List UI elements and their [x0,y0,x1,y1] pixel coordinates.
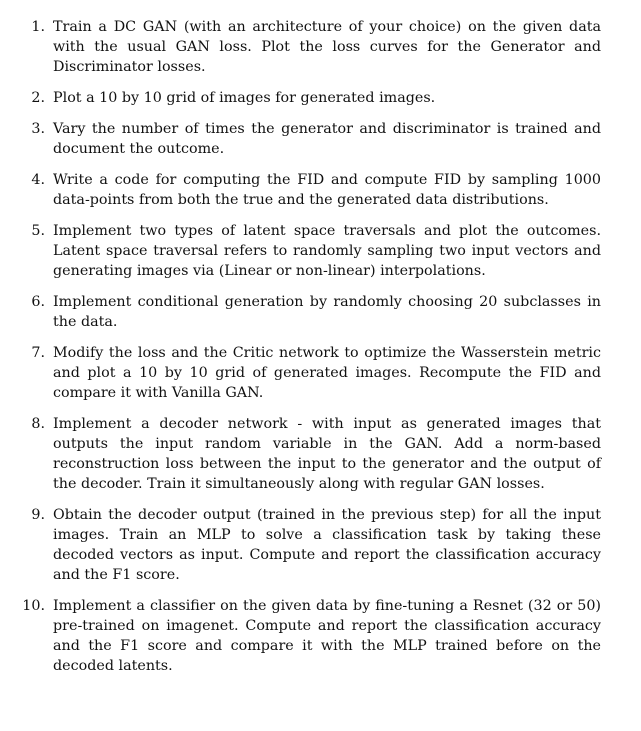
task-text: Implement conditional generation by randomly choosing 20 subclasses in the data. [53,294,601,330]
task-item-3 [20,119,601,159]
task-text: Write a code for computing the FID and compute FID by sampling 1000 data-points from both the true and the generated data distributions. [53,172,601,208]
task-number: 1. [31,19,45,35]
task-text: Vary the number of times the generator and discriminator is trained and document the outcome. [53,121,601,157]
task-number: 10. [22,598,45,614]
task-list [20,17,601,676]
task-item-9 [20,505,601,585]
task-item-1 [20,17,601,77]
task-item-10 [20,596,601,676]
task-number: 8. [31,416,45,432]
task-number: 6. [31,294,45,310]
task-text: Implement a classifier on the given data by fine-tuning a Resnet (32 or 50) pre-trained on imagenet. Compute and report the classification accuracy and the F1 score and compare it with the MLP trained before on the decoded latents. [53,598,601,674]
task-text: Modify the loss and the Critic network to optimize the Wasserstein metric and plot a 10 by 10 grid of generated images. Recompute the FID and compare it with Vanilla GAN. [53,345,601,401]
task-number: 9. [31,507,45,523]
task-text: Implement two types of latent space traversals and plot the outcomes. Latent space traversal refers to randomly sampling two input vectors and generating images via (Linear or non-linear) interpolations. [53,223,601,279]
task-item-4 [20,170,601,210]
task-item-7 [20,343,601,403]
task-number: 3. [31,121,45,137]
task-number: 5. [31,223,45,239]
task-text: Obtain the decoder output (trained in the previous step) for all the input images. Train an MLP to solve a classification task by taking these decoded vectors as input. Compute and report the classification accuracy and the F1 score. [53,507,601,583]
task-item-2 [20,88,601,108]
task-item-5 [20,221,601,281]
task-number: 4. [31,172,45,188]
task-item-6 [20,292,601,332]
task-number: 7. [31,345,45,361]
task-number: 2. [31,90,45,106]
task-item-8 [20,414,601,494]
task-text: Plot a 10 by 10 grid of images for generated images. [53,90,436,106]
task-text: Implement a decoder network - with input as generated images that outputs the input random variable in the GAN. Add a norm-based reconstruction loss between the input to the generator and the output of the decoder. Train it simultaneously along with regular GAN losses. [53,416,601,492]
task-text: Train a DC GAN (with an architecture of your choice) on the given data with the usual GAN loss. Plot the loss curves for the Generator and Discriminator losses. [53,19,601,75]
